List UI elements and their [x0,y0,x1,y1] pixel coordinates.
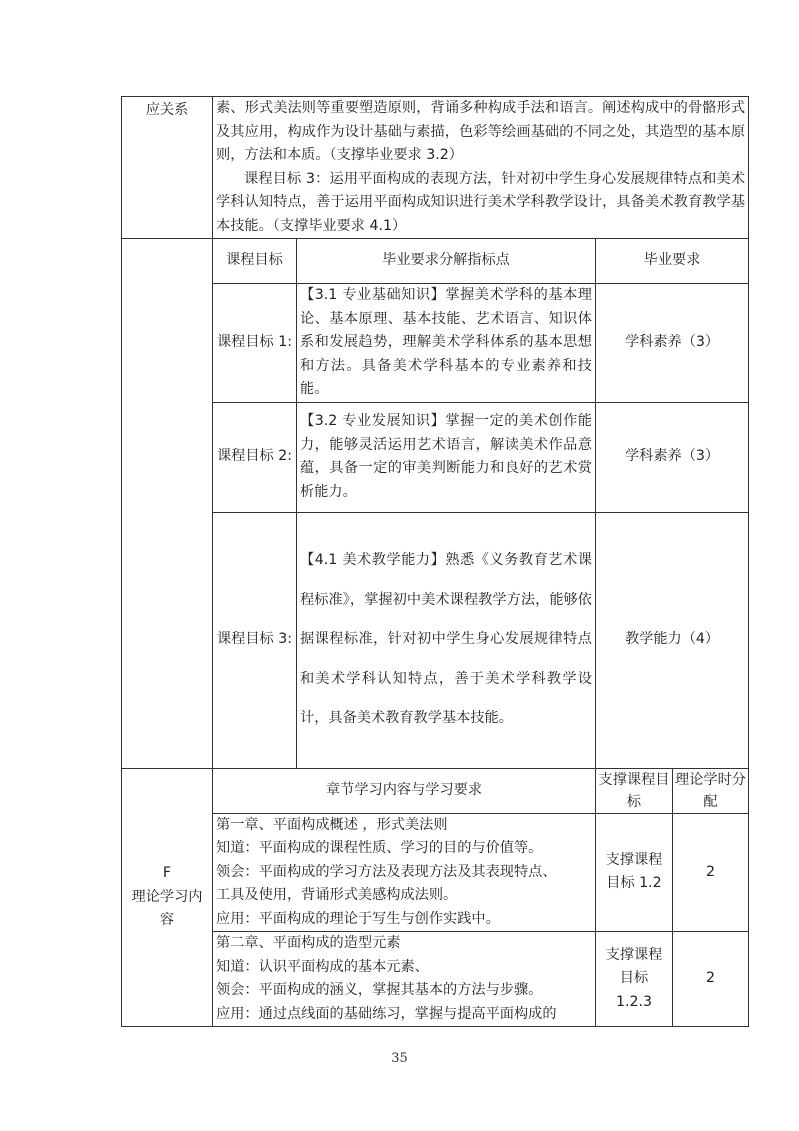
course-goals-description [213,97,749,239]
chapter-1-hours: 2 [673,813,749,932]
chapter-1-apply: 应用：平面构成的理论于写生与创作实践中。 [216,910,500,927]
header-chapter-content: 章节学习内容与学习要求 [213,768,596,813]
goal-2-requirement: 学科素养（3） [596,402,749,512]
mapping-row-goal-3 [122,512,749,768]
intro-row [122,97,749,239]
theory-section-label [122,768,213,1027]
chapter-1-understand-cont: 工具及使用，背诵形式美感构成法则。 [216,887,458,903]
section-title: 理论学习内容 [131,888,203,928]
goal-3-indicator-cell [297,512,596,768]
goal-3-requirement: 教学能力（4） [596,512,749,768]
mapping-left-blank [122,239,213,769]
chapter-2-know: 知道：认识平面构成的基本元素、 [216,958,429,975]
goal-paragraph-3: 课程目标 3：运用平面构成的表现方法，针对初中学生身心发展规律特点和美术学科认知特点，善于运用平面构成知识进行美术学科教学设计，具备美术教育教学基本技能。（支撑毕业要求 4.1） [216,170,746,234]
header-indicator: 毕业要求分解指标点 [297,239,596,284]
header-graduation-requirement: 毕业要求 [596,239,749,284]
goal-3-label: 课程目标 3: [213,512,297,768]
section-letter: F [162,865,172,881]
chapter-2-row [122,932,749,1027]
mapping-row-goal-1 [122,284,749,403]
chapter-1-row [122,813,749,932]
chapter-1-understand: 领会：平面构成的学习方法及表现方法及其表现特点、 [216,863,557,880]
chapter-2-hours: 2 [673,932,749,1027]
goal-2-indicator: 【3.2 专业发展知识】掌握一定的美术创作能力，能够灵活运用艺术语言，解读美术作品意蕴，具备一定的审美判断能力和良好的艺术赏析能力。 [300,413,592,500]
goal-2-label: 课程目标 2: [213,402,297,512]
chapter-2-support: 支撑课程目标 1.2.3 [596,932,673,1027]
goal-2-indicator-cell [297,402,596,512]
goal-3-indicator: 【4.1 美术教学能力】熟悉《义务教育艺术课程标准》，掌握初中美术课程教学方法，能够依据课程标准，针对初中学生身心发展规律特点和美术学科认知特点，善于美术学科教学设计，具备美术教育教学基本技能。 [300,552,592,727]
chapter-1-know: 知道：平面构成的课程性质、学习的目的与价值等。 [216,840,543,856]
chapter-1-support: 支撑课程目标 1.2 [596,813,673,932]
chapter-1-title: 第一章、平面构成概述 ，形式美法则 [216,816,448,833]
mapping-row-goal-2 [122,402,749,512]
chapter-1-content [213,813,596,932]
header-support-goal: 支撑课程目标 [596,768,673,813]
goal-1-indicator: 【3.1 专业基础知识】掌握美术学科的基本理论、基本原理、基本技能、艺术语言、知识体系和发展趋势，理解美术学科体系的基本思想和方法。具备美术学科基本的专业素养和技能。 [300,287,592,397]
theory-header-row [122,768,749,813]
chapter-2-content [213,932,596,1027]
mapping-header-row [122,239,749,284]
row-label-correspondence: 应关系 [122,97,213,239]
page-number: 35 [391,1051,408,1066]
goal-paragraph-2: 素、形式美法则等重要塑造原则，背诵多种构成手法和语言。阐述构成中的骨骼形式及其应用，构成作为设计基础与素描，色彩等绘画基础的不同之处，其造型的基本原则，方法和本质。（支撑毕业要求 3.2） [216,100,746,163]
goal-1-requirement: 学科素养（3） [596,284,749,403]
chapter-2-apply: 应用：通过点线面的基础练习，掌握与提高平面构成的 [216,1005,557,1022]
goal-1-label: 课程目标 1: [213,284,297,403]
chapter-2-title: 第二章、平面构成的造型元素 [216,935,401,951]
course-syllabus-table [121,96,749,1027]
goal-1-indicator-cell [297,284,596,403]
chapter-2-understand: 领会：平面构成的涵义，掌握其基本的方法与步骤。 [216,982,543,998]
header-course-goal: 课程目标 [213,239,297,284]
header-theory-hours: 理论学时分配 [673,768,749,813]
